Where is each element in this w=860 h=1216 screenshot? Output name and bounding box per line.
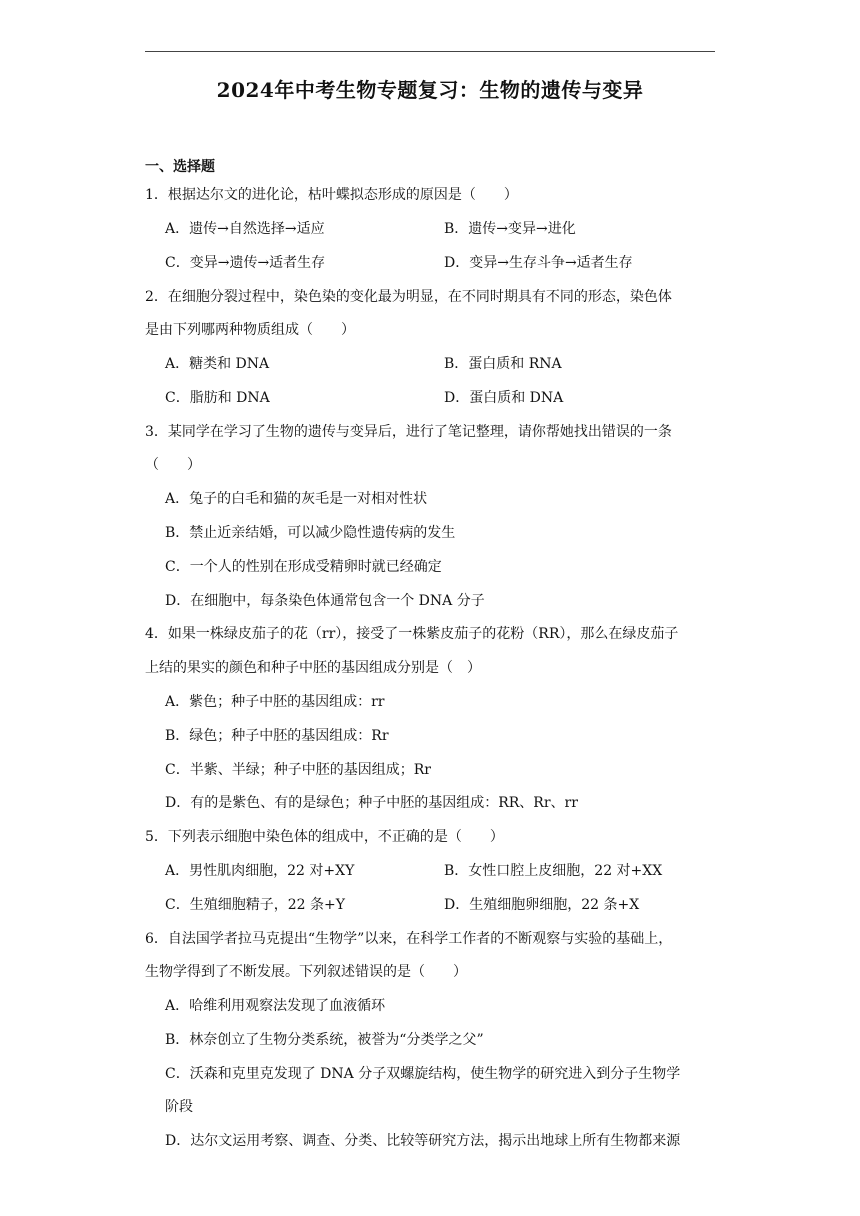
question-2-stem-line-1: 2．在细胞分裂过程中，染色染的变化最为明显，在不同时期具有不同的形态，染色体	[145, 289, 672, 305]
question-2-option-d: D．蛋白质和 DNA	[444, 390, 564, 406]
question-5-option-a: A．男性肌肉细胞，22 对+XY	[165, 863, 355, 879]
question-4-option-b: B．绿色；种子中胚的基因组成：Rr	[165, 728, 389, 744]
section-heading: 一、选择题	[145, 159, 215, 175]
question-1-option-c: C．变异→遗传→适者生存	[165, 255, 326, 271]
question-2-stem-line-2: 是由下列哪两种物质组成（ ）	[145, 322, 355, 338]
question-6-stem-line-2: 生物学得到了不断发展。下列叙述错误的是（ ）	[145, 964, 467, 980]
question-4-option-a: A．紫色；种子中胚的基因组成：rr	[165, 694, 385, 710]
question-5-option-c: C．生殖细胞精子，22 条+Y	[165, 897, 345, 913]
question-2-option-b: B．蛋白质和 RNA	[444, 356, 562, 372]
question-2-option-a: A．糖类和 DNA	[165, 356, 270, 372]
question-6-option-c-continued: 阶段	[165, 1099, 193, 1115]
question-4-option-c: C．半紫、半绿；种子中胚的基因组成；Rr	[165, 762, 431, 778]
question-5-option-b: B．女性口腔上皮细胞，22 对+XX	[444, 863, 663, 879]
question-6-option-d: D．达尔文运用考察、调查、分类、比较等研究方法，揭示出地球上所有生物都来源	[165, 1133, 681, 1149]
question-6-option-a: A．哈维利用观察法发现了血液循环	[165, 998, 386, 1014]
question-6-option-c: C．沃森和克里克发现了 DNA 分子双螺旋结构，使生物学的研究进入到分子生物学	[165, 1066, 681, 1082]
question-3-option-c: C．一个人的性别在形成受精卵时就已经确定	[165, 559, 442, 575]
question-3-option-d: D．在细胞中，每条染色体通常包含一个 DNA 分子	[165, 593, 485, 609]
question-3-option-b: B．禁止近亲结婚，可以减少隐性遗传病的发生	[165, 525, 456, 541]
question-4-stem-line-1: 4．如果一株绿皮茄子的花（rr），接受了一株紫皮茄子的花粉（RR），那么在绿皮茄子	[145, 626, 679, 642]
question-6-option-b: B．林奈创立了生物分类系统，被誉为“分类学之父”	[165, 1032, 484, 1048]
header-rule	[145, 51, 715, 52]
question-6-stem-line-1: 6．自法国学者拉马克提出“生物学”以来，在科学工作者的不断观察与实验的基础上，	[145, 931, 673, 947]
question-1-stem: 1．根据达尔文的进化论，枯叶蝶拟态形成的原因是（ ）	[145, 187, 518, 203]
question-1-option-b: B．遗传→变异→进化	[444, 221, 576, 237]
document-title: 2024年中考生物专题复习：生物的遗传与变异	[216, 78, 644, 102]
question-3-stem-line-1: 3．某同学在学习了生物的遗传与变异后，进行了笔记整理，请你帮她找出错误的一条	[145, 424, 672, 440]
question-5-stem: 5．下列表示细胞中染色体的组成中，不正确的是（ ）	[145, 829, 504, 845]
question-1-option-a: A．遗传→自然选择→适应	[165, 221, 325, 237]
question-1-option-d: D．变异→生存斗争→适者生存	[444, 255, 633, 271]
question-5-option-d: D．生殖细胞卵细胞，22 条+X	[444, 897, 640, 913]
question-4-stem-line-2: 上结的果实的颜色和种子中胚的基因组成分别是（ ）	[145, 660, 481, 676]
question-4-option-d: D．有的是紫色、有的是绿色；种子中胚的基因组成：RR、Rr、rr	[165, 795, 578, 811]
question-3-option-a: A．兔子的白毛和猫的灰毛是一对相对性状	[165, 491, 428, 507]
question-3-stem-line-2: （ ）	[145, 457, 201, 473]
question-2-option-c: C．脂肪和 DNA	[165, 390, 270, 406]
